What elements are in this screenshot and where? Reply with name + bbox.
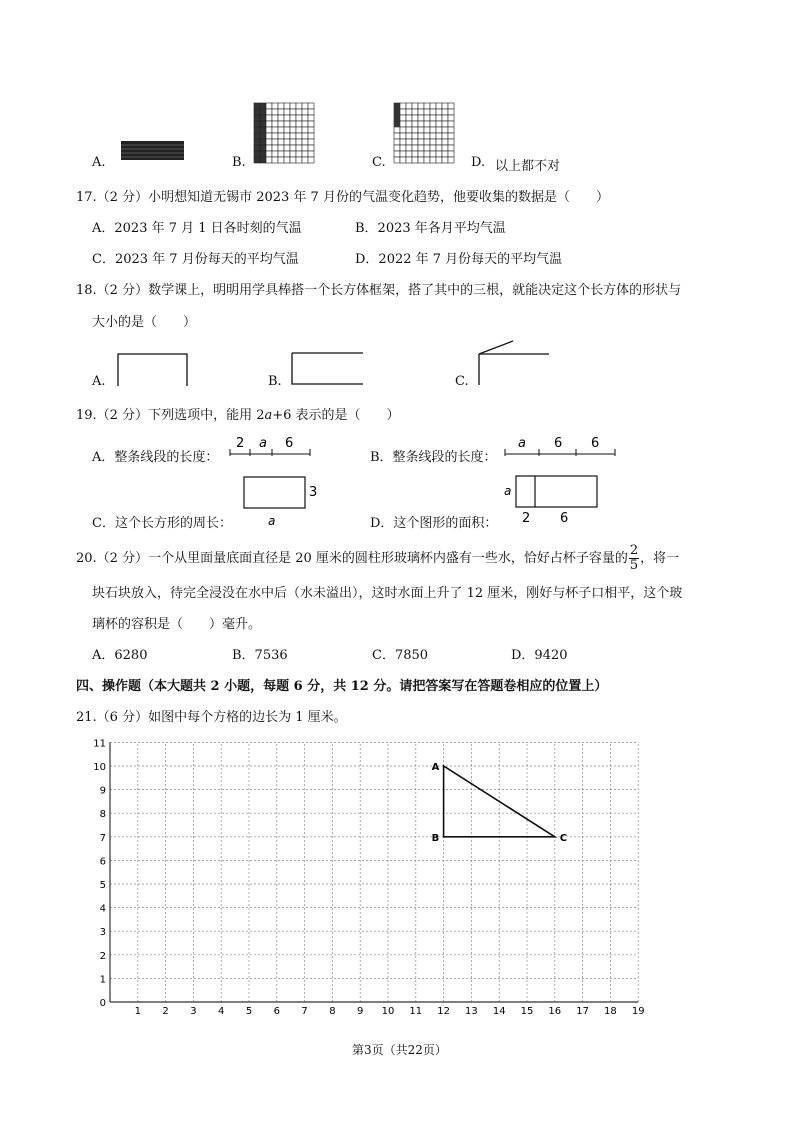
q19-stem-prefix: 19.（2 分）下列选项中，能用 2 (76, 408, 265, 423)
x-tick-label: 2 (162, 1006, 169, 1017)
q16-option-d-text: 以上都不对 (495, 159, 561, 174)
q19-stem-var: a (264, 408, 273, 423)
q16-option-d-label: D. (471, 155, 486, 170)
q20-line3: 璃杯的容积是（ ）毫升。 (92, 617, 262, 632)
q16-option-b-figure (253, 102, 315, 168)
q16-option-c-label: C. (372, 155, 386, 170)
point-label-b: B (431, 832, 440, 844)
q20-line1-suffix: ，将一 (640, 551, 680, 566)
q19-c-bottom: a (268, 514, 276, 528)
q19-stem (76, 404, 400, 423)
q17-option-a: A．2023 年 7 月 1 日各时刻的气温 (92, 221, 302, 236)
q18-option-c-figure (476, 339, 552, 391)
q16-option-c-figure (393, 102, 455, 168)
q19-a-n1: 2 (236, 436, 245, 451)
x-tick-label: 1 (134, 1006, 141, 1017)
q17-option-c: C．2023 年 7 月份每天的平均气温 (92, 252, 299, 267)
x-tick-label: 16 (548, 1006, 562, 1017)
x-tick-label: 4 (218, 1006, 225, 1017)
x-tick-label: 3 (190, 1006, 197, 1017)
q20-option-b: B．7536 (232, 648, 288, 663)
q19-option-b-figure (503, 434, 619, 468)
x-tick-label: 17 (576, 1006, 589, 1017)
q19-b-n3: 6 (591, 436, 600, 451)
q20-line1-prefix: 20.（2 分）一个从里面量底面直径是 20 厘米的圆柱形玻璃杯内盛有一些水，恰好占杯子容量的 (76, 551, 628, 566)
q17-stem: 17.（2 分）小明想知道无锡市 2023 年 7 月份的气温变化趋势，他要收集的数据是（ ） (76, 190, 609, 205)
q20-option-d: D．9420 (511, 648, 568, 663)
x-tick-label: 7 (301, 1006, 308, 1017)
q19-c-side: 3 (309, 485, 318, 500)
q19-d-b2: 6 (560, 511, 569, 526)
q19-option-b-text: B．整条线段的长度： (370, 450, 497, 465)
y-tick-label: 10 (93, 762, 106, 773)
point-label-c: C (559, 832, 568, 844)
q19-b-n2: 6 (554, 436, 563, 451)
q18-option-b-label: B. (268, 374, 282, 389)
x-tick-label: 10 (381, 1006, 395, 1017)
q18-option-a-label: A. (92, 374, 106, 389)
y-tick-label: 9 (99, 785, 106, 797)
y-tick-label: 0 (99, 998, 106, 1009)
y-tick-label: 8 (99, 809, 106, 821)
q18-stem-line2: 大小的是（ ） (92, 315, 197, 330)
q19-a-n2: a (259, 436, 267, 451)
x-tick-label: 12 (437, 1006, 450, 1017)
q19-option-d-text: D．这个图形的面积： (370, 516, 498, 531)
point-label-a: A (431, 762, 440, 773)
q20-frac-num: 2 (629, 543, 639, 558)
x-tick-label: 9 (357, 1006, 364, 1017)
q20-frac-den: 5 (629, 558, 639, 573)
y-tick-label: 2 (99, 950, 106, 962)
q19-option-a-text: A．整条线段的长度： (92, 450, 219, 465)
y-tick-label: 1 (99, 974, 106, 986)
q19-option-d-figure (502, 474, 602, 530)
x-tick-label: 8 (329, 1006, 336, 1017)
y-tick-label: 5 (99, 880, 106, 891)
q16-option-a-label: A. (92, 155, 106, 170)
y-tick-label: 6 (99, 856, 106, 868)
q20-option-a: A．6280 (92, 648, 148, 663)
q19-stem-suffix: +6 表示的是（ ） (272, 408, 400, 423)
q20-line1 (76, 544, 679, 573)
x-tick-label: 15 (520, 1006, 534, 1017)
q18-option-c-label: C. (455, 374, 469, 389)
x-tick-label: 19 (631, 1006, 645, 1017)
q19-a-n3: 6 (285, 436, 294, 451)
q19-option-c-text: C．这个长方形的周长： (92, 516, 232, 531)
y-tick-label: 4 (99, 903, 106, 915)
q17-option-b: B．2023 年各月平均气温 (355, 221, 506, 236)
y-tick-label: 3 (99, 927, 106, 939)
coordinate-grid (85, 730, 655, 1024)
q18-stem-line1: 18.（2 分）数学课上，明明用学具棒搭一个长方体框架，搭了其中的三根，就能决定这个长方体的形状与 (76, 283, 682, 298)
q20-line2: 块石块放入，待完全浸没在水中后（水未溢出），这时水面上升了 12 厘米，刚好与杯子口相平，这个玻 (92, 586, 683, 601)
x-tick-label: 11 (409, 1006, 423, 1017)
x-tick-label: 5 (245, 1006, 253, 1017)
q20-fraction (629, 544, 639, 573)
q19-b-n1: a (518, 436, 526, 451)
y-tick-label: 7 (99, 832, 106, 844)
x-tick-label: 18 (604, 1006, 617, 1017)
q17-option-d: D．2022 年 7 月份每天的平均气温 (355, 252, 563, 267)
page-footer: 第3页（共22页） (352, 1043, 447, 1057)
q21-stem: 21.（6 分）如图中每个方格的边长为 1 厘米。 (76, 710, 347, 725)
section-4-title: 四、操作题（本大题共 2 小题，每题 6 分，共 12 分。请把答案写在答题卷相应的位置上） (76, 679, 608, 694)
y-tick-label: 11 (93, 738, 106, 750)
q20-option-c: C．7850 (372, 648, 429, 663)
q19-option-a-figure (228, 434, 314, 468)
q19-d-b1: 2 (522, 511, 531, 526)
q19-d-left: a (504, 484, 512, 498)
x-tick-label: 13 (465, 1006, 478, 1017)
x-tick-label: 6 (273, 1006, 280, 1017)
x-tick-label: 14 (492, 1006, 506, 1017)
q19-option-c-figure (241, 474, 325, 532)
q18-option-b-figure (290, 351, 366, 391)
q18-option-a-figure (116, 350, 190, 392)
q16-option-a-figure (120, 138, 186, 166)
q16-option-b-label: B. (232, 155, 246, 170)
